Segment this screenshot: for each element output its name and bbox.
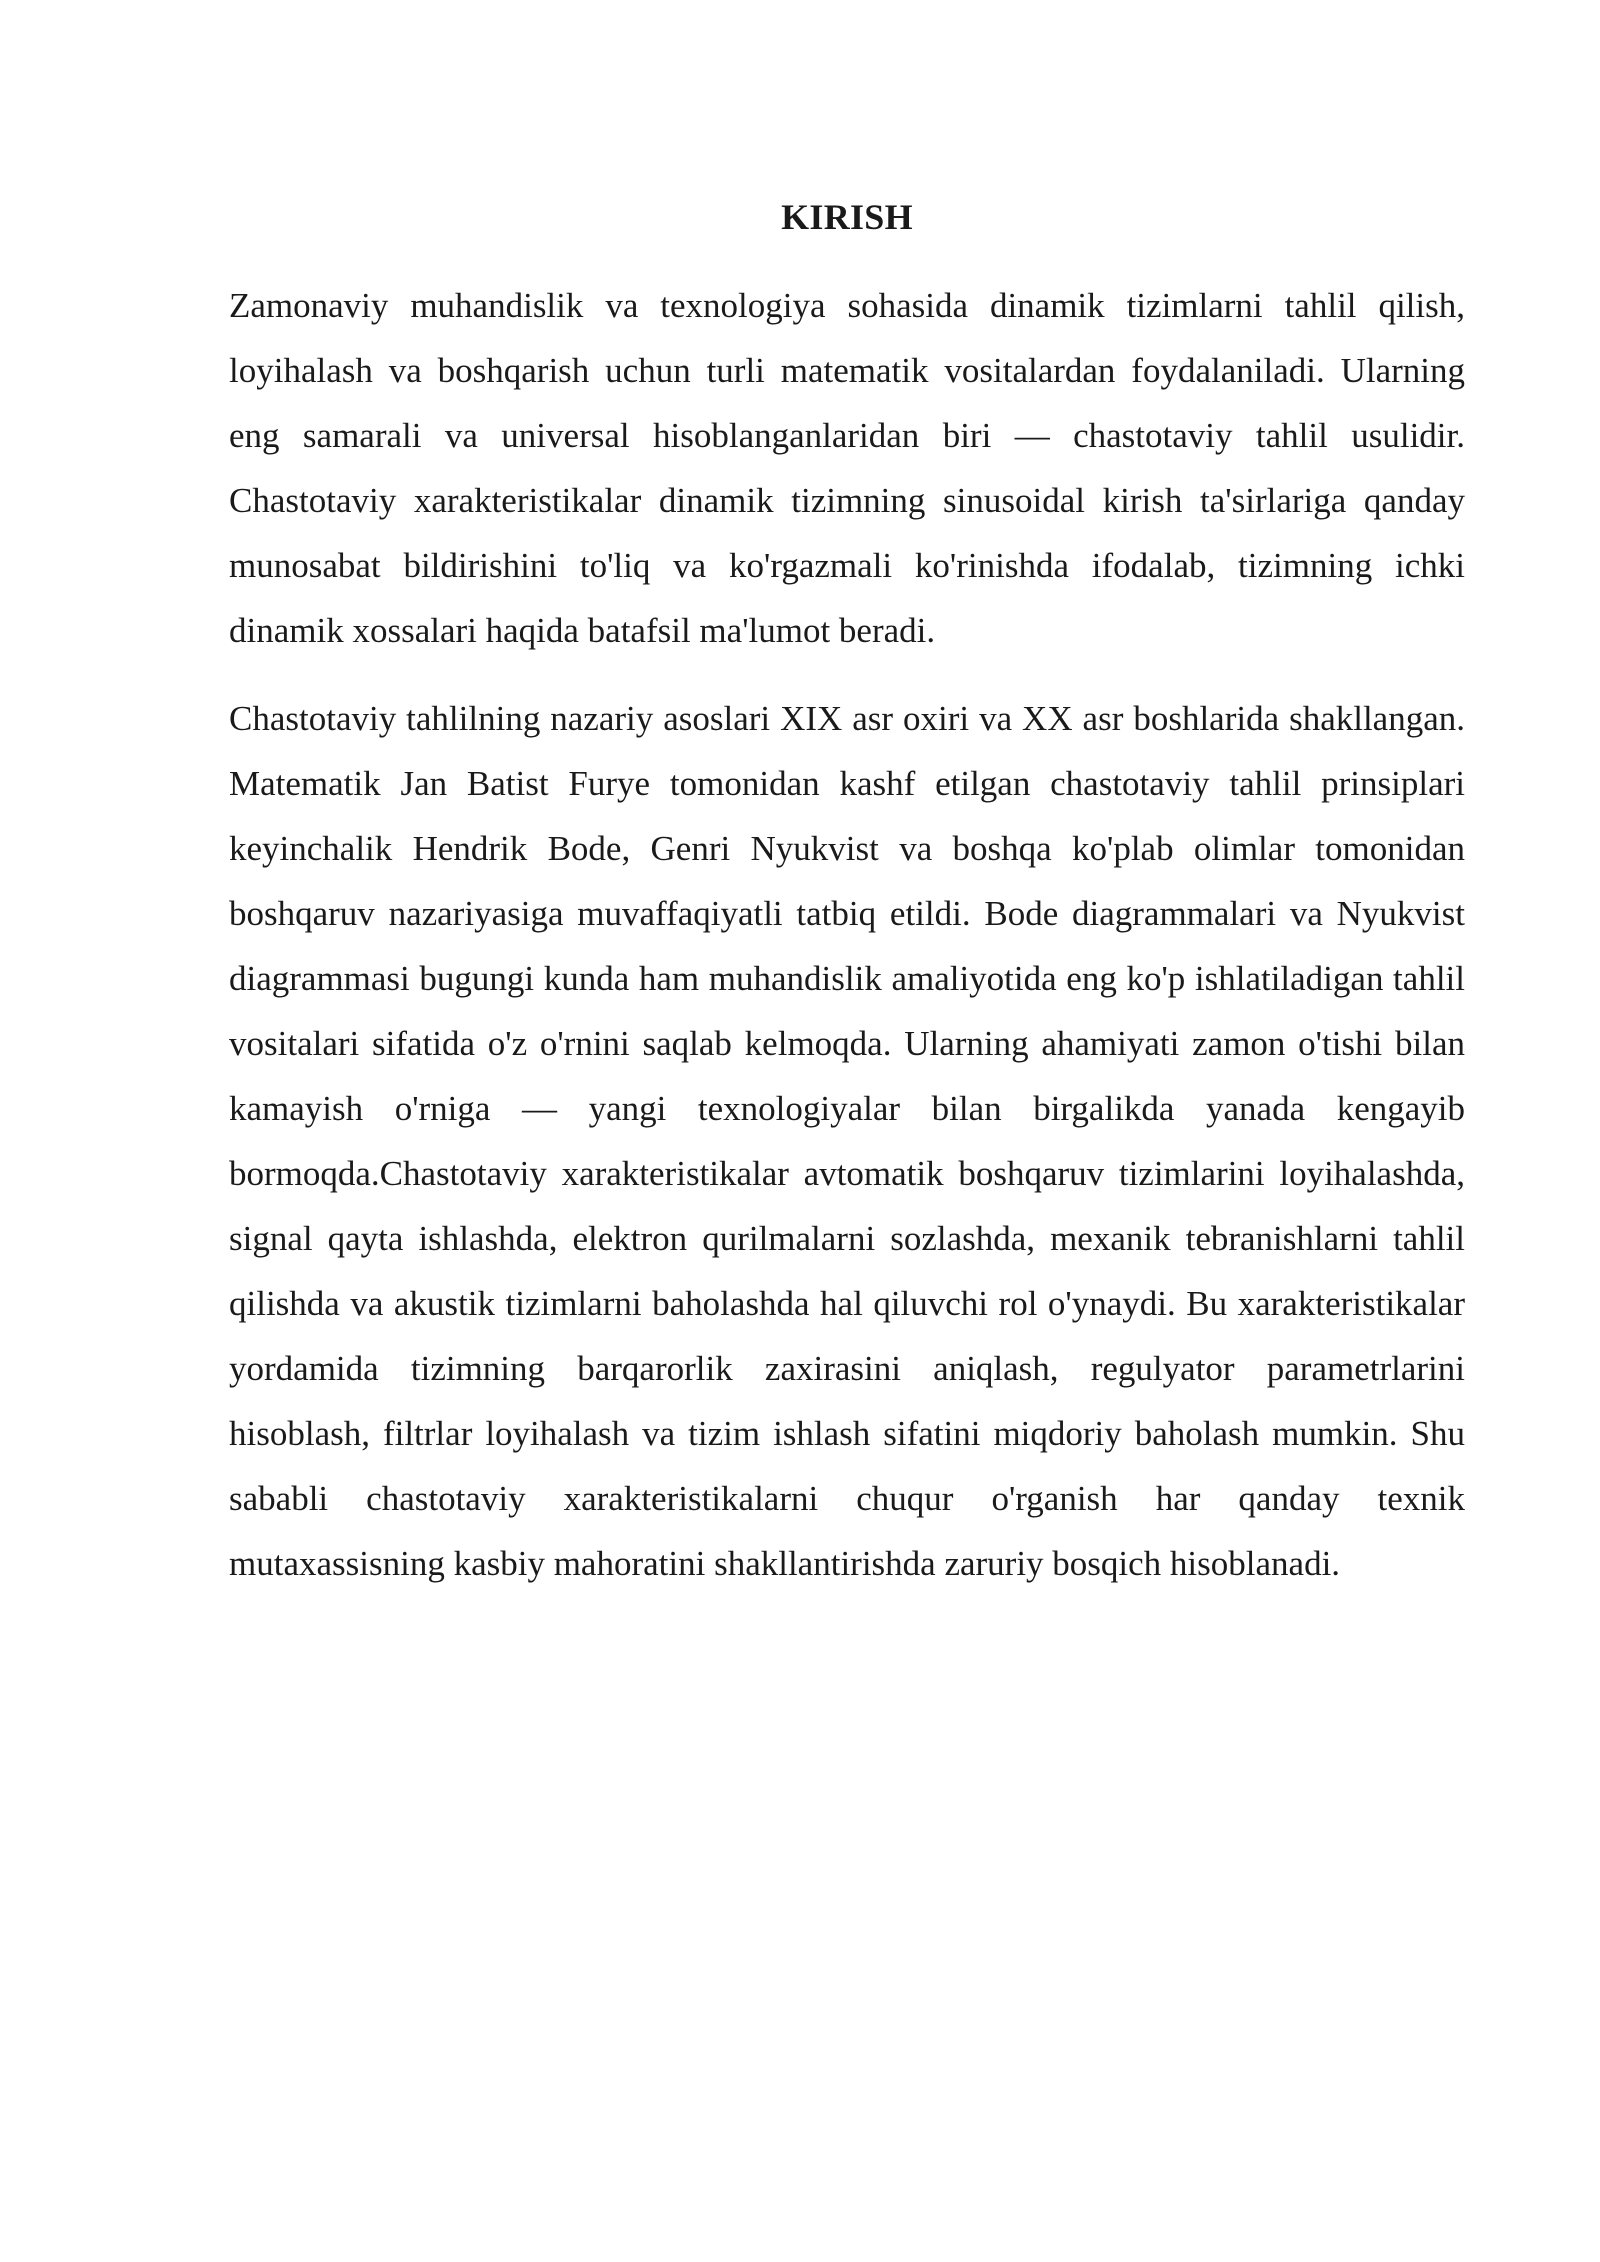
paragraph-2: Chastotaviy tahlilning nazariy asoslari XIX asr oxiri va XX asr boshlarida shakllangan. Matematik Jan Batist Furye tomonidan kashf etilgan chastotaviy tahlil prinsiplari keyinchalik Hendrik Bode, Genri Nyukvist va boshqa ko'plab olimlar tomonidan boshqaruv nazariyasiga muvaffaqiyatli tatbiq etildi. Bode diagrammalari va Nyukvist diagrammasi bugungi kunda ham muhandislik amaliyotida eng ko'p ishlatiladigan tahlil vositalari sifatida o'z o'rnini saqlab kelmoqda. Ularning ahamiyati zamon o'tishi bilan kamayish o'rniga — yangi texnologiyalar bilan birgalikda yanada kengayib bormoqda.Chastotaviy xarakteristikalar avtomatik boshqaruv tizimlarini loyihalashda, signal qayta ishlashda, elektron qurilmalarni sozlashda, mexanik tebranishlarni tahlil qilishda va akustik tizimlarni baholashda hal qiluvchi rol o'ynaydi. Bu xarakteristikalar yordamida tizimning barqarorlik zaxirasini aniqlash, regulyator parametrlarini hisoblash, filtrlar loyihalash va tizim ishlash sifatini miqdoriy baholash mumkin. Shu sababli chastotaviy xarakteristikalarni chuqur o'rganish har qanday texnik mutaxassisning kasbiy mahoratini shakllantirishda zaruriy bosqich hisoblanadi. <box>229 699 1465 1583</box>
paragraph-1: Zamonaviy muhandislik va texnologiya sohasida dinamik tizimlarni tahlil qilish, loyihalash va boshqarish uchun turli matematik vositalardan foydalaniladi. Ularning eng samarali va universal hisoblanganlaridan biri — chastotaviy tahlil usulidir. Chastotaviy xarakteristikalar dinamik tizimning sinusoidal kirish ta'sirlariga qanday munosabat bildirishini to'liq va ko'rgazmali ko'rinishda ifodalab, tizimning ichki dinamik xossalari haqida batafsil ma'lumot beradi. <box>229 286 1465 650</box>
page-title: KIRISH <box>781 197 913 237</box>
